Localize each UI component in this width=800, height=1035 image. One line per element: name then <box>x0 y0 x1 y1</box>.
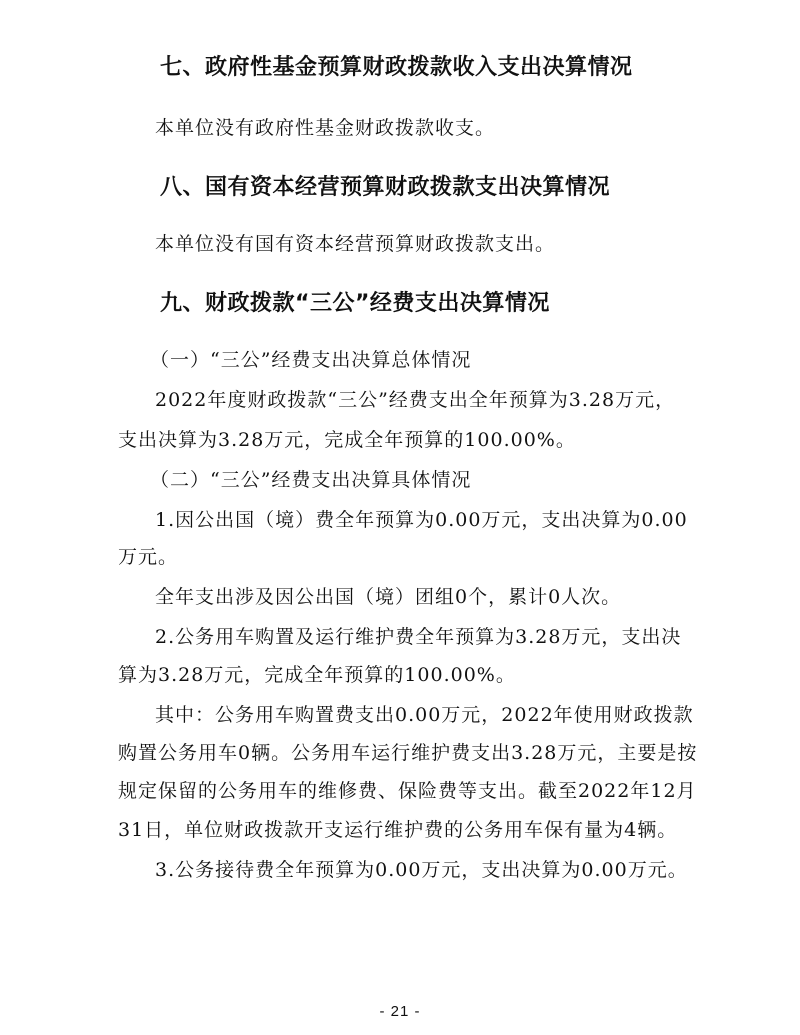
paragraph-line: 购置公务用车0辆。公务用车运行维护费支出3.28万元，主要是按 <box>118 742 698 764</box>
paragraph-line: 万元。 <box>118 546 179 568</box>
section-8-heading: 八、国有资本经营预算财政拨款支出决算情况 <box>160 175 611 200</box>
paragraph-line: 3.公务接待费全年预算为0.00万元，支出决算为0.00万元。 <box>155 859 688 881</box>
subsection-2-title: （二）“三公”经费支出决算具体情况 <box>150 469 472 491</box>
page-number: - 21 - <box>379 1003 421 1020</box>
paragraph-line: 2.公务用车购置及运行维护费全年预算为3.28万元，支出决 <box>155 626 682 648</box>
paragraph-line: 2022年度财政拨款“三公”经费支出全年预算为3.28万元， <box>155 389 676 411</box>
paragraph-line: 1.因公出国（境）费全年预算为0.00万元，支出决算为0.00 <box>155 509 688 531</box>
paragraph-line: 其中：公务用车购置费支出0.00万元，2022年使用财政拨款 <box>155 704 694 726</box>
paragraph-line: 31日，单位财政拨款开支运行维护费的公务用车保有量为4辆。 <box>118 819 678 841</box>
paragraph-line: 规定保留的公务用车的维修费、保险费等支出。截至2022年12月 <box>118 780 697 802</box>
section-7-heading: 七、政府性基金预算财政拨款收入支出决算情况 <box>160 55 633 80</box>
paragraph-line: 支出决算为3.28万元，完成全年预算的100.00%。 <box>118 429 576 451</box>
section-9-heading: 九、财政拨款“三公”经费支出决算情况 <box>160 291 550 316</box>
subsection-1-title: （一）“三公”经费支出决算总体情况 <box>150 349 472 371</box>
section-8-body: 本单位没有国有资本经营预算财政拨款支出。 <box>155 233 556 255</box>
paragraph-line: 算为3.28万元，完成全年预算的100.00%。 <box>118 664 516 686</box>
section-7-body: 本单位没有政府性基金财政拨款收支。 <box>155 117 496 139</box>
paragraph-line: 全年支出涉及因公出国（境）团组0个，累计0人次。 <box>155 586 622 608</box>
